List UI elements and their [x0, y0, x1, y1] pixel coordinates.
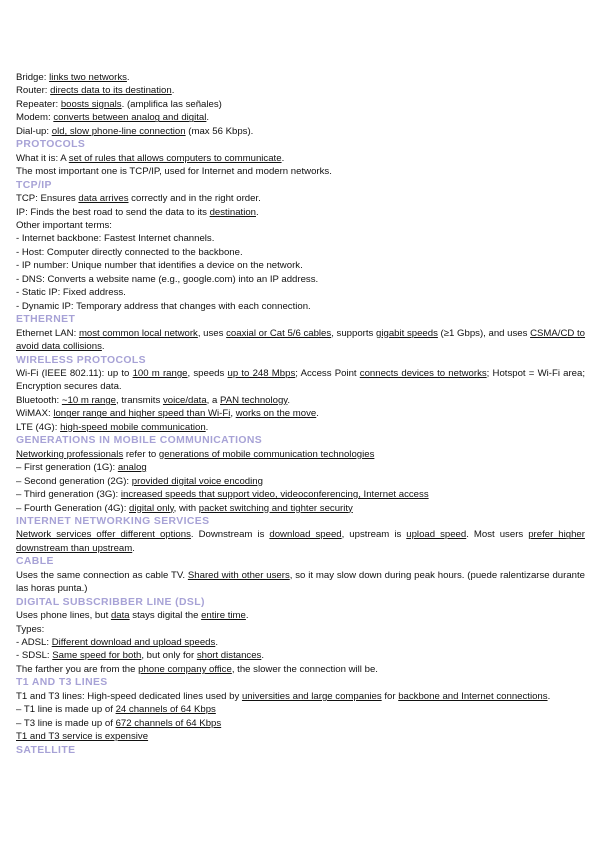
- protocols-important: The most important one is TCP/IP, used for Internet and modern networks.: [16, 166, 332, 178]
- heading-protocols: PROTOCOLS: [16, 139, 86, 151]
- device-router: Router: directs data to its destination.: [16, 85, 175, 97]
- dsl-distance: The farther you are from the phone company office, the slower the connection will be.: [16, 663, 378, 675]
- term-item: - Dynamic IP: Temporary address that changes with each connection.: [16, 300, 311, 312]
- document-page: [16, 71, 585, 757]
- bluetooth-line: Bluetooth: ~10 m range, transmits voice/data, a PAN technology.: [16, 394, 291, 406]
- device-modem: Modem: converts between analog and digital.: [16, 112, 210, 124]
- ethernet-paragraph: Ethernet LAN: most common local network, uses coaxial or Cat 5/6 cables, supports gigabit speeds (≥1 Gbps), and uses CSMA/CD to avoid data collisions.: [16, 327, 586, 353]
- protocols-what: What it is: A set of rules that allows computers to communicate.: [16, 152, 285, 164]
- dsl-intro: Uses phone lines, but data stays digital the entire time.: [16, 610, 249, 622]
- generations-intro: Networking professionals refer to generations of mobile communication technologies: [16, 448, 375, 460]
- device-dialup: Dial-up: old, slow phone-line connection (max 56 Kbps).: [16, 125, 254, 137]
- t1-line: – T1 line is made up of 24 channels of 64 Kbps: [16, 704, 216, 716]
- generation-4g: – Fourth Generation (4G): digital only, with packet switching and tighter security: [16, 502, 353, 514]
- device-bridge: Bridge: links two networks.: [16, 72, 130, 83]
- ip-line: IP: Finds the best road to send the data to its destination.: [16, 206, 259, 218]
- heading-satellite: SATELLITE: [16, 744, 76, 756]
- generation-2g: – Second generation (2G): provided digital voice encoding: [16, 475, 263, 487]
- term-item: - Internet backbone: Fastest Internet channels.: [16, 233, 215, 245]
- generation-3g: – Third generation (3G): increased speeds that support video, videoconferencing, Internet access: [16, 489, 429, 501]
- heading-services: INTERNET NETWORKING SERVICES: [16, 515, 210, 527]
- term-item: - DNS: Converts a website name (e.g., google.com) into an IP address.: [16, 273, 319, 285]
- terms-title: Other important terms:: [16, 219, 112, 231]
- dsl-sdsl: - SDSL: Same speed for both, but only for short distances.: [16, 650, 265, 662]
- heading-wireless: WIRELESS PROTOCOLS: [16, 354, 146, 366]
- cable-paragraph: Uses the same connection as cable TV. Shared with other users, so it may slow down during peak hours. (puede ralentizarse durante las horas punta.): [16, 569, 585, 595]
- term-item: - Static IP: Fixed address.: [16, 287, 126, 299]
- dsl-types: Types:: [16, 623, 45, 635]
- tcp-line: TCP: Ensures data arrives correctly and in the right order.: [16, 193, 261, 205]
- heading-dsl: DIGITAL SUBSCRIBBER LINE (DSL): [16, 596, 205, 608]
- heading-cable: CABLE: [16, 556, 54, 568]
- t3-line: – T3 line is made up of 672 channels of 64 Kbps: [16, 717, 222, 729]
- heading-tcpip: TCP/IP: [16, 179, 52, 191]
- heading-t1t3: T1 AND T3 LINES: [16, 677, 108, 689]
- heading-generations: GENERATIONS IN MOBILE COMMUNICATIONS: [16, 435, 263, 447]
- dsl-adsl: - ADSL: Different download and upload speeds.: [16, 637, 218, 649]
- services-paragraph: Network services offer different options. Downstream is download speed, upstream is upload speed. Most users prefer higher downstream than upstream.: [16, 529, 585, 554]
- t1t3-expensive: T1 and T3 service is expensive: [16, 731, 149, 743]
- wimax-line: WiMAX: longer range and higher speed than Wi-Fi, works on the move.: [16, 408, 319, 420]
- t1t3-intro: T1 and T3 lines: High-speed dedicated lines used by universities and large companies for backbone and Internet connections.: [16, 690, 551, 702]
- term-item: - Host: Computer directly connected to the backbone.: [16, 246, 243, 258]
- wifi-paragraph: Wi-Fi (IEEE 802.11): up to 100 m range, speeds up to 248 Mbps; Access Point connects devices to networks; Hotspot = Wi-Fi area; Encryption secures data.: [16, 367, 586, 393]
- term-item: - IP number: Unique number that identifies a device on the network.: [16, 260, 303, 272]
- heading-ethernet: ETHERNET: [16, 314, 76, 326]
- lte-line: LTE (4G): high-speed mobile communication.: [16, 421, 209, 433]
- generation-1g: – First generation (1G): analog: [16, 462, 147, 474]
- device-repeater: Repeater: boosts signals. (amplifica las señales): [16, 98, 222, 110]
